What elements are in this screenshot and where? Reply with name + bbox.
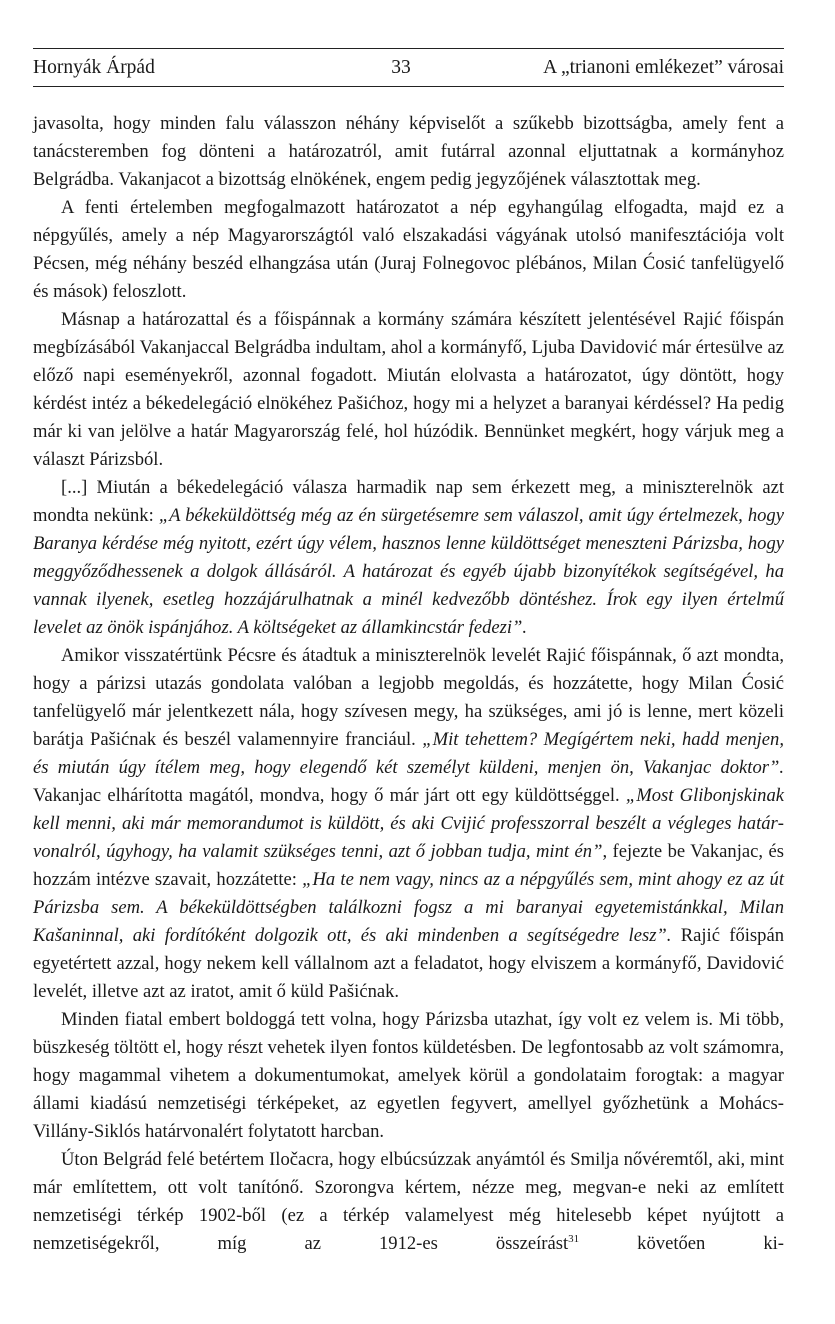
quoted-speech: „Most Glibonjskinak kell menni, aki már memorandumot is küldött, és aki Cvijić professzorral beszélt a végleges határvonalról, úgyhogy, ha valamit szükséges tenni, azt ő jobban tudja, mint én” <box>33 785 784 862</box>
text-run: , fejezte be Vakanjac, és hozzám intézve szavait, hozzátette: <box>33 841 785 890</box>
paragraph <box>33 194 784 306</box>
text-run: Rajić főispán egyetértett azzal, hogy nekem kell vállalnom azt a feladatot, hogy elviszem a kormányfő, Davidović levelét, illetve azt az iratot, amit ő küld Pašićnak. <box>33 925 784 1002</box>
text-run: követően ki- <box>579 1233 785 1254</box>
running-head <box>33 55 784 81</box>
body-text <box>33 110 784 1258</box>
text-run: Úton Belgrád felé betértem Iločacra, hogy elbúcsúzzak anyámtól és Smilja nővéremtől, aki, mint már említettem, ott volt tanítónő. Szorongva kértem, nézze meg, megvan-e neki az említett nemzetiségi térkép 1902-ből (ez a térkép valamelyest még hitelesebb képet nyújtott a nemzetiségekről, míg az 1912-es összeírást <box>33 1149 784 1254</box>
paragraph <box>33 474 784 642</box>
text-run: javasolta, hogy minden falu válasszon néhány képviselőt a szűkebb bizottságba, amely fent a tanácsteremben fog dönteni a határozatról, amit futárral azonnal eljuttatnak a kormányhoz Belgrádba. Vakanjacot a bizottság elnökének, engem pedig jegyzőjének választottak meg. <box>33 113 784 190</box>
quoted-speech: „A békeküldöttség még az én sürgetésemre sem válaszol, amit úgy értelmezek, hogy Baranya kérdése még nyitott, ezért úgy vélem, hasznos lenne küldöttséget meneszteni Párizsba, hogy meggyőződhessenek a dolgok állásáról. A határozat és egyéb újabb bizonyítékok segítségével, ha vannak ilyenek, esetleg hozzájárulhatnak a minél kedvezőbb döntéshez. Írok egy ilyen értelmű levelet az önök ispánjához. A költségeket az államkincstár fedezi”. <box>33 505 784 638</box>
paragraph <box>33 306 784 474</box>
paragraph <box>33 642 784 1006</box>
header-bottom-rule <box>33 86 784 87</box>
quoted-speech: „Mit tehettem? Megígértem neki, hadd menjen, és miután úgy ítélem meg, hogy elegendő két személyt küldeni, menjen ön, Vakanjac doktor”. <box>33 729 784 778</box>
text-run: Minden fiatal embert boldoggá tett volna, hogy Párizsba utazhat, így volt ez velem is. Mi több, büszkeség töltött el, hogy részt vehetek ilyen fontos küldetésben. De legfontosabb az volt számomra, hogy magammal vihetem a dokumentumokat, amelyek körül a gondolataim forogtak: a magyar állami kiadású nemzetiségi térképeket, az egyetlen fegyvert, amellyel győzhetünk a Mohács-Villány-Siklós határvonalért folytatott harcban. <box>33 1009 784 1142</box>
running-head-title: A „trianoni emlékezet” városai <box>543 57 784 78</box>
paragraph <box>33 110 784 194</box>
header-top-rule <box>33 48 784 49</box>
text-run: Amikor visszatértünk Pécsre és átadtuk a miniszterelnök levelét Rajić főispánnak, ő azt mondta, hogy a párizsi utazás gondolata valóban a legjobb megoldás, és hozzátette, hogy Milan Ćosić tanfelügyelő már jelentkezett nála, hogy szívesen megy, ha szükséges, ami jó is lenne, mert közeli barátja Pašićnak és beszél valamennyire franciául. <box>33 645 784 750</box>
text-run: A fenti értelemben megfogalmazott határozatot a nép egyhangúlag elfogadta, majd ez a népgyűlés, amely a nép Magyarországtól való elszakadási vágyának utolsó manifesztációja volt Pécsen, még néhány beszéd elhangzása után (Juraj Folnegovoc plébános, Milan Ćosić tanfelügyelő és mások) feloszlott. <box>33 197 784 302</box>
document-page <box>33 44 784 1304</box>
paragraph <box>33 1146 784 1258</box>
footnote-reference: 31 <box>568 1232 580 1245</box>
running-head-author: Hornyák Árpád <box>33 57 155 78</box>
text-run: [...] Miután a békedelegáció válasza harmadik nap sem érkezett meg, a miniszterelnök azt mondta nekünk: <box>33 477 784 526</box>
text-run: Másnap a határozattal és a főispánnak a kormány számára készített jelentésével Rajić főispán megbízásából Vakanjaccal Belgrádba indultam, ahol a kormányfő, Ljuba Davidović már értesülve az előző napi eseményekről, azonnal fogadott. Miután elolvasta a határozatot, úgy döntött, hogy kérdést intéz a békedelegáció elnökéhez Pašićhoz, hogy mi a helyzet a baranyai kérdéssel? Ha pedig már ki van jelölve a határ Magyarország felé, hol húzódik. Bennünket megkért, hogy várjuk meg a választ Párizsból. <box>33 309 784 470</box>
page-number: 33 <box>391 57 411 78</box>
quoted-speech: „Ha te nem vagy, nincs az a népgyűlés sem, mint ahogy ez az út Párizsba sem. A békeküldöttségben találkozni fogsz a mi baranyai egyetemistánkkal, Milan Kašaninnal, aki fordítóként dolgozik ott, és aki mindenben a segítségedre lesz”. <box>33 869 784 946</box>
text-run: Vakanjac elhárította magától, mondva, hogy ő már járt ott egy küldöttséggel. <box>33 785 626 806</box>
paragraph <box>33 1006 784 1146</box>
